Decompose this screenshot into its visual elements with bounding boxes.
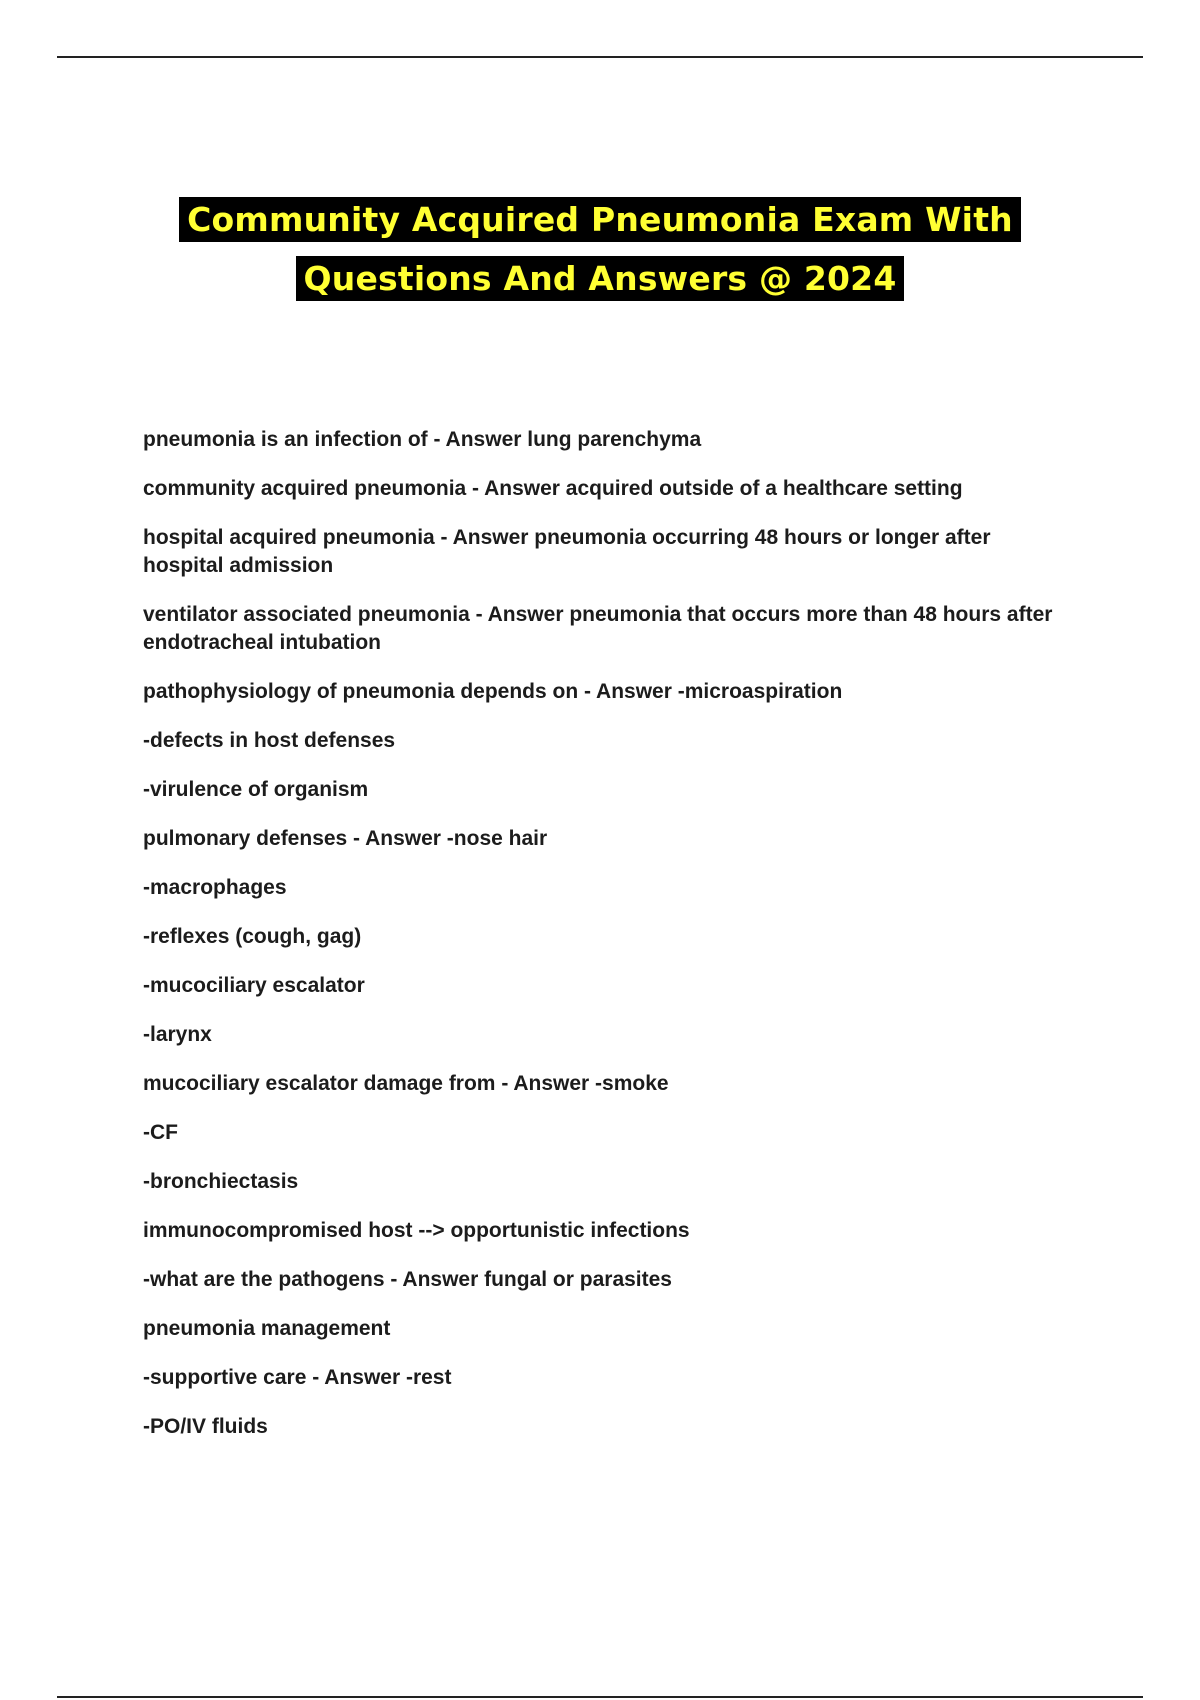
qa-item: -supportive care - Answer -rest xyxy=(143,1366,452,1389)
qa-item: -defects in host defenses xyxy=(143,729,396,752)
title-line-2 xyxy=(0,249,1200,308)
document-title xyxy=(0,190,1200,308)
qa-item: pneumonia management xyxy=(143,1317,391,1340)
title-line-1 xyxy=(0,190,1200,249)
bottom-divider xyxy=(57,1696,1143,1698)
qa-item: hospital acquired pneumonia - Answer pneumonia occurring 48 hours or longer after hospital admission xyxy=(143,526,991,577)
qa-item: immunocompromised host --> opportunistic infections xyxy=(143,1219,690,1242)
qa-item: -larynx xyxy=(143,1023,212,1046)
qa-item: -bronchiectasis xyxy=(143,1170,299,1193)
qa-item: mucociliary escalator damage from - Answer -smoke xyxy=(143,1072,669,1095)
qa-item: pathophysiology of pneumonia depends on - Answer -microaspiration xyxy=(143,680,843,703)
title-line-2-text: Questions And Answers @ 2024 xyxy=(296,256,905,301)
qa-item: -reflexes (cough, gag) xyxy=(143,925,362,948)
title-line-1-text: Community Acquired Pneumonia Exam With xyxy=(179,197,1021,242)
qa-item: -CF xyxy=(143,1121,178,1144)
qa-item: community acquired pneumonia - Answer acquired outside of a healthcare setting xyxy=(143,477,963,500)
qa-item: -mucociliary escalator xyxy=(143,974,365,997)
qa-item: pneumonia is an infection of - Answer lung parenchyma xyxy=(143,428,702,451)
qa-item: -macrophages xyxy=(143,876,287,899)
top-divider xyxy=(57,56,1143,58)
qa-item: pulmonary defenses - Answer -nose hair xyxy=(143,827,548,850)
qa-item: -what are the pathogens - Answer fungal or parasites xyxy=(143,1268,672,1291)
qa-list xyxy=(143,426,1063,1462)
qa-item: -virulence of organism xyxy=(143,778,369,801)
qa-item: ventilator associated pneumonia - Answer pneumonia that occurs more than 48 hours after endotracheal intubation xyxy=(143,603,1053,654)
qa-item: -PO/IV fluids xyxy=(143,1415,268,1438)
